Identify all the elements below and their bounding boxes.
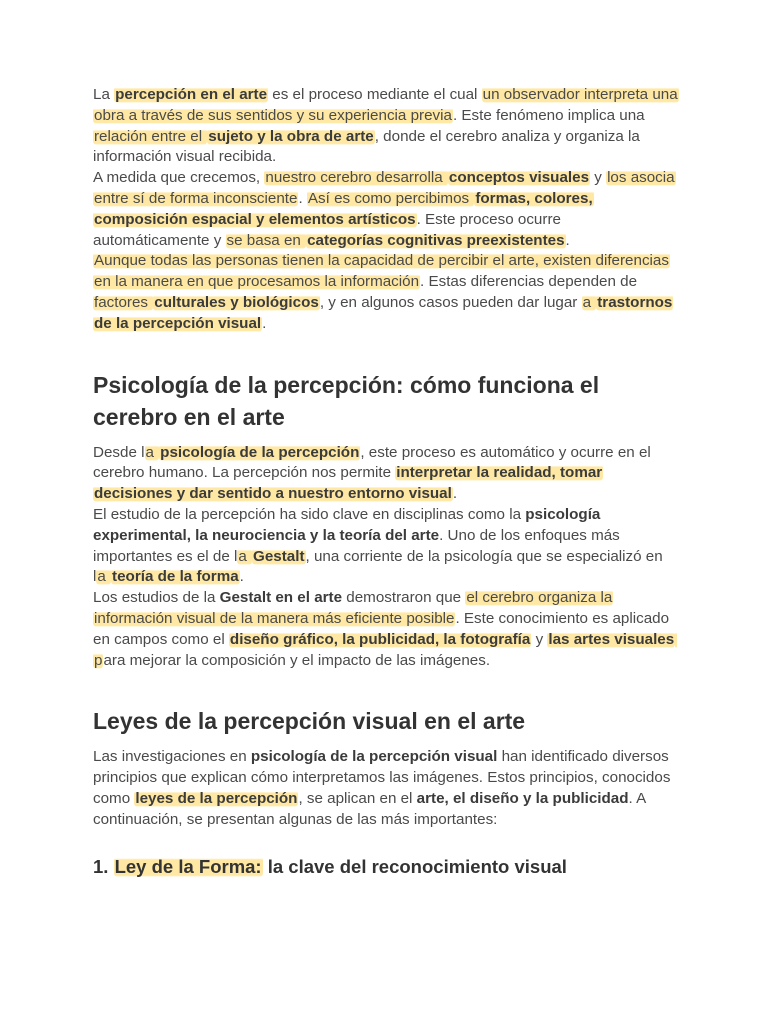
text-run: El estudio de la percepción ha sido clave en disciplinas como la: [93, 505, 526, 523]
text-run: un observador interpreta una obra a través de sus sentidos y su experiencia previa: [94, 86, 678, 124]
text-run: . Uno de los enfoques más importantes es el de l: [93, 526, 620, 565]
text-run: , y en algunos casos pueden dar lugar: [319, 293, 582, 311]
highlight: [229, 631, 531, 648]
text-run: relación entre el: [94, 127, 207, 145]
text-run: ara mejorar la composición y el impacto de las imágenes.: [103, 651, 491, 669]
subheading-ley-forma: [93, 855, 678, 879]
psicologia-paragraph: [93, 443, 678, 672]
highlight: [93, 294, 153, 311]
text-run: . Este conocimiento es aplicado en campos como el: [93, 609, 670, 648]
text-run: 1.: [93, 855, 114, 877]
text-run: , donde el cerebro analiza y organiza la información visual recibida.: [93, 127, 640, 166]
text-run: . Este fenómeno implica una: [452, 106, 645, 124]
text-run: sujeto y la obra de arte: [208, 127, 374, 145]
text-run: . A continuación, se presentan algunas de las más importantes:: [93, 789, 646, 828]
text-run: la clave del reconocimiento visual: [262, 855, 567, 877]
text-run: . Este proceso ocurre automáticamente y: [93, 210, 561, 249]
text-run: arte, el diseño y la publicidad: [416, 789, 629, 807]
highlight: [153, 294, 320, 311]
text-run: culturales y biológicos: [154, 293, 319, 311]
highlight: [252, 548, 306, 565]
text-run: conceptos visuales: [448, 169, 590, 187]
highlight: [448, 169, 590, 186]
text-run: el cerebro organiza la información visual de la manera más eficiente posible: [94, 589, 613, 627]
text-run: Gestalt en el arte: [219, 589, 343, 607]
highlight: [307, 190, 474, 207]
highlight: [582, 294, 597, 311]
text-run: a: [145, 443, 159, 461]
leyes-paragraph: [93, 747, 678, 830]
text-run: , una corriente de la psicología que se especializó en l: [93, 547, 663, 586]
highlight: [111, 568, 240, 585]
text-run: .: [452, 485, 458, 503]
text-run: a: [238, 547, 252, 565]
intro-paragraph: [93, 85, 678, 335]
text-run: es el proceso mediante el cual: [268, 86, 482, 103]
text-run: categorías cognitivas preexistentes: [307, 231, 565, 249]
highlight: [207, 128, 374, 145]
text-run: psicología de la percepción: [160, 443, 360, 461]
text-run: . Estas diferencias dependen de: [420, 273, 638, 291]
text-run: , este proceso es automático y ocurre en el cerebro humano. La percepción nos permite: [93, 443, 651, 482]
section-heading-leyes: Leyes de la percepción visual en el arte: [93, 708, 526, 735]
text-run: formas, colores, composición espacial y elementos artísticos: [94, 189, 593, 228]
highlight: [547, 631, 675, 648]
text-run: se basa en: [226, 231, 306, 249]
text-run: Así es como percibimos: [307, 189, 474, 207]
text-run: trastornos de la percepción visual: [94, 293, 673, 332]
text-run: diseño gráfico, la publicidad, la fotografía: [229, 630, 531, 648]
highlight: [96, 568, 111, 585]
text-run: teoría de la forma: [112, 568, 239, 586]
text-run: factores: [94, 293, 153, 311]
text-run: han identificado diversos principios que explican cómo interpretamos las imágenes. Estos principios, conocidos como: [93, 748, 671, 807]
highlight: [145, 444, 160, 461]
highlight: [159, 444, 360, 461]
text-run: percepción en el arte: [115, 86, 268, 103]
text-run: Los estudios de la: [93, 589, 220, 607]
text-run: .: [565, 231, 570, 249]
highlight: [306, 232, 565, 249]
highlight: [134, 790, 298, 807]
text-run: A medida que crecemos,: [93, 169, 265, 187]
text-run: Ley de la Forma:: [114, 855, 262, 877]
text-run: .: [239, 568, 244, 586]
text-run: , se aplican en el: [298, 789, 417, 807]
text-run: Gestalt: [253, 547, 305, 565]
highlight: [93, 128, 207, 145]
highlight: [114, 856, 263, 877]
highlight: [264, 169, 448, 186]
text-run: y: [531, 630, 548, 648]
text-run: demostraron que: [342, 589, 466, 607]
text-run: .: [262, 314, 267, 332]
text-run: psicología de la percepción visual: [250, 748, 498, 766]
text-run: .: [298, 189, 307, 207]
text-run: Las investigaciones en: [93, 748, 251, 766]
text-run: a: [582, 293, 596, 311]
highlight: [114, 86, 268, 103]
text-run: nuestro cerebro desarrolla: [265, 169, 447, 187]
text-run: las artes visuales: [548, 630, 675, 648]
text-run: leyes de la percepción: [135, 789, 298, 807]
text-run: a: [97, 568, 111, 586]
section-heading-psicologia: Psicología de la percepción: cómo funciona el cerebro en el arte: [93, 371, 600, 430]
text-run: p: [94, 651, 103, 669]
text-run: La: [93, 86, 115, 103]
highlight: [226, 232, 307, 249]
text-run: psicología experimental, la neurociencia y la teoría del arte: [93, 505, 601, 544]
text-run: los asocia entre sí de forma inconsciente: [94, 169, 675, 207]
highlight: [237, 548, 252, 565]
text-run: Aunque todas las personas tienen la capacidad de percibir el arte, existen diferencias en la manera en que procesamos la información: [94, 252, 669, 291]
text-run: y: [590, 169, 607, 187]
text-run: interpretar la realidad, tomar decisiones y dar sentido a nuestro entorno visual: [94, 464, 603, 503]
text-run: Desde l: [93, 443, 145, 461]
